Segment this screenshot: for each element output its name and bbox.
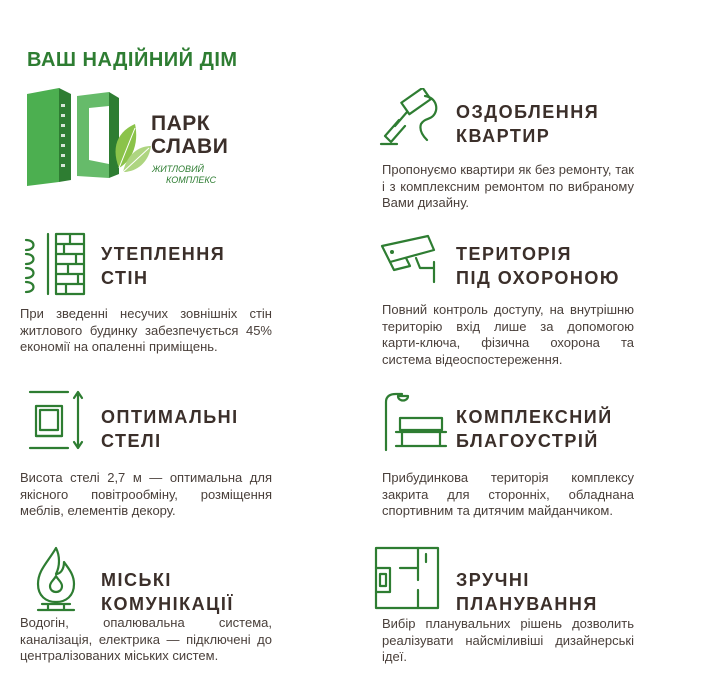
feature-2-title-line1: ОПТИМАЛЬНІ <box>101 407 239 427</box>
feature-6-description: Прибудинкова територія комплексу закрита для сторонніх, обладнана спортивним та дитячим майданчиком. <box>382 470 634 518</box>
feature-1-title <box>101 242 225 290</box>
security-camera-icon <box>376 232 446 293</box>
ceiling-height-icon <box>26 386 86 457</box>
feature-7-description: Вибір планувальних рішень дозволить реалізувати найсміливіші дизайнерські ідеї. <box>382 616 634 664</box>
gas-flame-icon <box>30 544 86 619</box>
feature-4-title-line2: КВАРТИР <box>456 126 551 146</box>
feature-1-title-line1: УТЕПЛЕННЯ <box>101 244 226 264</box>
feature-4-description: Пропонуємо квартири як без ремонту, так і з комплексним ремонтом по вибраному Вами дизайну. <box>382 162 634 210</box>
feature-5-title-line1: ТЕРИТОРІЯ <box>456 244 572 264</box>
feature-2-description: Висота стелі 2,7 м — оптимальна для якісного повітрообміну, розміщення меблів, елементів декору. <box>20 470 272 518</box>
feature-1-description: При зведенні несучих зовнішніх стін житлового будинку забезпечується 45% економії на опаленні приміщень. <box>20 306 272 354</box>
feature-3-title-line1: МІСЬКІ <box>101 570 172 590</box>
feature-5-description: Повний контроль доступу, на внутрішню територію вхід лише за допомогою карти-ключа, фізична охорона та система відеоспостереження. <box>382 302 634 367</box>
wall-insulation-icon <box>20 230 90 305</box>
floor-plan-icon <box>374 546 440 615</box>
feature-2-title <box>101 405 239 453</box>
logo-name <box>151 112 228 158</box>
logo-sub2: КОМПЛЕКС <box>166 175 217 185</box>
feature-5-title-line2: ПІД ОХОРОНОЮ <box>456 268 620 288</box>
feature-2-title-line2: СТЕЛІ <box>101 431 162 451</box>
feature-7-title <box>456 568 598 616</box>
logo-line2: СЛАВИ <box>151 135 229 158</box>
feature-6-title-line2: БЛАГОУСТРІЙ <box>456 431 599 451</box>
feature-7-title-line1: ЗРУЧНІ <box>456 570 530 590</box>
logo-line1: ПАРК <box>151 112 211 135</box>
feature-7-title-line2: ПЛАНУВАННЯ <box>456 594 598 614</box>
feature-6-title <box>456 405 613 453</box>
feature-4-title <box>456 100 599 148</box>
logo-subtitle <box>152 164 216 186</box>
feature-5-title <box>456 242 620 290</box>
feature-1-title-line2: СТІН <box>101 268 149 288</box>
page-title: ВАШ НАДІЙНИЙ ДІМ <box>27 49 238 71</box>
logo-sub1: ЖИТЛОВИЙ <box>152 164 204 174</box>
logo-building-icon <box>27 88 152 188</box>
paint-roller-icon <box>377 88 447 153</box>
feature-3-description: Водогін, опалювальна система, каналізація, електрика — підключені до централізованих міських систем. <box>20 615 272 663</box>
feature-3-title-line2: КОМУНІКАЦІЇ <box>101 594 234 614</box>
feature-3-title <box>101 568 234 616</box>
feature-4-title-line1: ОЗДОБЛЕННЯ <box>456 102 600 122</box>
bench-lamp-icon <box>376 388 448 459</box>
feature-6-title-line1: КОМПЛЕКСНИЙ <box>456 407 613 427</box>
